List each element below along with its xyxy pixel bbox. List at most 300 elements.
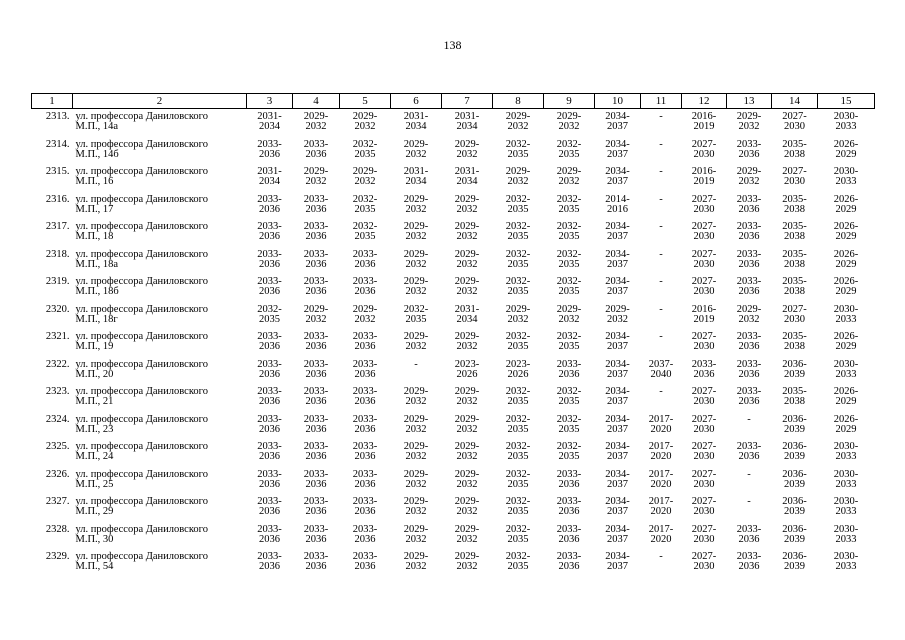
period-value: - [659, 138, 663, 150]
period-value: 2033- 2036 [303, 441, 329, 462]
period-value: 2032- 2035 [505, 413, 531, 435]
address-street: ул. профессора Даниловского [75, 386, 208, 397]
period-value: 2033- 2036 [736, 441, 762, 462]
period-value: 2033- 2036 [303, 331, 329, 352]
period-cell [641, 195, 682, 223]
period-value: 2026- 2029 [833, 221, 859, 242]
period-cell [293, 305, 340, 333]
period-value: 2033- 2036 [736, 276, 762, 297]
period-cell [493, 195, 544, 223]
period-cell [544, 387, 595, 415]
period-value: 2033- 2036 [257, 276, 282, 297]
period-value: 2033- 2036 [303, 248, 329, 270]
table-row [32, 140, 875, 168]
period-cell [727, 497, 772, 525]
period-value: 2036- 2039 [782, 441, 807, 462]
period-value: 2029- 2032 [736, 303, 762, 325]
period-cell [727, 167, 772, 195]
period-value: 2029- 2032 [556, 111, 582, 132]
period-cell [641, 250, 682, 278]
period-cell [544, 470, 595, 498]
period-cell [641, 470, 682, 498]
period-cell [247, 277, 293, 305]
period-cell [340, 250, 391, 278]
address-cell [73, 525, 247, 553]
period-value: 2027- 2030 [691, 523, 717, 545]
column-header-5: 5 [340, 94, 391, 109]
period-cell [595, 277, 641, 305]
address-cell [73, 552, 247, 580]
period-cell [595, 109, 641, 140]
period-value: 2029- 2032 [403, 276, 429, 297]
period-value: 2029- 2032 [454, 496, 480, 517]
row-number: 2318. [45, 248, 70, 260]
period-value: 2035- 2038 [782, 138, 807, 160]
period-value: 2026- 2029 [833, 331, 859, 352]
period-value: 2027- 2030 [691, 248, 717, 270]
period-cell [641, 140, 682, 168]
column-header-6: 6 [391, 94, 442, 109]
period-cell [641, 552, 682, 580]
period-value: 2033- 2036 [352, 358, 378, 380]
period-value: 2031- 2034 [403, 111, 429, 132]
period-cell [442, 470, 493, 498]
period-cell [247, 305, 293, 333]
period-value: 2026- 2029 [833, 193, 859, 215]
period-value: 2029- 2032 [736, 111, 762, 132]
period-value: 2033- 2036 [303, 138, 329, 160]
period-value: 2017- 2020 [648, 496, 674, 517]
period-cell [442, 140, 493, 168]
period-value: 2033- 2036 [257, 221, 282, 242]
period-cell [340, 305, 391, 333]
period-value: 2023- 2026 [505, 358, 531, 380]
period-cell [247, 250, 293, 278]
period-value: 2030- 2033 [833, 468, 859, 490]
column-header-14: 14 [772, 94, 818, 109]
period-cell [818, 140, 875, 168]
period-value: 2029- 2032 [454, 193, 480, 215]
period-value: - [747, 468, 751, 480]
period-cell [682, 360, 727, 388]
period-value: 2033- 2036 [257, 441, 282, 462]
period-value: 2029- 2032 [505, 303, 531, 325]
period-value: 2033- 2036 [352, 386, 378, 407]
period-cell [544, 360, 595, 388]
table-row [32, 109, 875, 140]
period-cell [340, 387, 391, 415]
period-cell [293, 470, 340, 498]
period-cell [391, 415, 442, 443]
period-cell [595, 250, 641, 278]
period-value: 2033- 2036 [736, 358, 762, 380]
period-value: 2016- 2019 [691, 111, 717, 132]
column-header-11: 11 [641, 94, 682, 109]
period-value: 2029- 2032 [352, 303, 378, 325]
period-cell [595, 140, 641, 168]
period-cell [682, 415, 727, 443]
period-value: 2033- 2036 [352, 441, 378, 462]
table-row [32, 305, 875, 333]
period-value: 2029- 2032 [454, 248, 480, 270]
period-cell [391, 222, 442, 250]
period-value: 2032- 2035 [257, 303, 282, 325]
address-cell [73, 442, 247, 470]
period-cell [595, 415, 641, 443]
period-cell [595, 167, 641, 195]
address-cell [73, 222, 247, 250]
address-house: М.П., 20 [75, 368, 114, 380]
period-cell [772, 470, 818, 498]
period-cell [818, 195, 875, 223]
column-header-8: 8 [493, 94, 544, 109]
period-value: 2033- 2036 [736, 193, 762, 215]
period-cell [682, 277, 727, 305]
period-cell [641, 497, 682, 525]
period-cell [247, 140, 293, 168]
address-house: М.П., 17 [75, 203, 114, 215]
period-cell [727, 470, 772, 498]
period-value: 2033- 2036 [352, 551, 378, 572]
period-value: 2029- 2032 [303, 111, 329, 132]
period-value: 2033- 2036 [303, 276, 329, 297]
period-value: 2033- 2036 [736, 523, 762, 545]
period-cell [727, 222, 772, 250]
address-cell [73, 250, 247, 278]
period-value: 2032- 2035 [556, 413, 582, 435]
period-cell [595, 552, 641, 580]
period-cell [818, 360, 875, 388]
table-row [32, 415, 875, 443]
period-value: - [659, 551, 663, 562]
period-value: - [659, 276, 663, 287]
period-value: 2033- 2036 [736, 221, 762, 242]
period-value: 2035- 2038 [782, 386, 807, 407]
period-cell [340, 415, 391, 443]
period-value: 2033- 2036 [257, 496, 282, 517]
period-cell [727, 360, 772, 388]
period-cell [595, 497, 641, 525]
period-cell [818, 442, 875, 470]
period-cell [772, 525, 818, 553]
row-number: 2313. [45, 111, 70, 122]
table-row [32, 250, 875, 278]
period-cell [442, 222, 493, 250]
address-house: М.П., 16 [75, 176, 114, 187]
address-street: ул. профессора Даниловского [75, 303, 208, 315]
period-value: 2026- 2029 [833, 276, 859, 297]
period-cell [442, 195, 493, 223]
period-value: 2032- 2035 [505, 551, 531, 572]
period-value: 2032- 2035 [352, 221, 378, 242]
period-value: 2032- 2035 [556, 441, 582, 462]
address-street: ул. профессора Даниловского [75, 248, 208, 260]
period-cell [818, 552, 875, 580]
column-header-13: 13 [727, 94, 772, 109]
period-value: 2016- 2019 [691, 166, 717, 187]
address-house: М.П., 18а [75, 258, 119, 270]
period-cell [442, 442, 493, 470]
table-row [32, 360, 875, 388]
address-cell [73, 415, 247, 443]
row-number: 2325. [45, 441, 70, 452]
period-value: 2036- 2039 [782, 551, 807, 572]
period-value: 2033- 2036 [257, 331, 282, 352]
period-value: 2029- 2032 [403, 221, 429, 242]
period-cell [293, 497, 340, 525]
period-cell [247, 552, 293, 580]
period-value: 2034- 2037 [605, 413, 630, 435]
period-cell [247, 332, 293, 360]
period-value: 2029- 2032 [403, 248, 429, 270]
period-cell [595, 360, 641, 388]
period-cell [493, 497, 544, 525]
period-cell [391, 195, 442, 223]
period-cell [682, 195, 727, 223]
period-cell [391, 525, 442, 553]
period-value: 2027- 2030 [691, 331, 717, 352]
period-value: 2033- 2036 [257, 468, 282, 490]
period-value: 2034- 2037 [605, 523, 630, 545]
page-number: 138 [443, 38, 462, 52]
period-value: 2029- 2032 [605, 303, 630, 325]
address-cell [73, 360, 247, 388]
period-value: 2033- 2036 [352, 496, 378, 517]
address-street: ул. профессора Даниловского [75, 413, 208, 425]
period-cell [544, 497, 595, 525]
period-value: 2035- 2038 [782, 276, 807, 297]
period-cell [293, 222, 340, 250]
address-house: М.П., 18 [75, 231, 114, 242]
row-number: 2317. [45, 221, 70, 232]
period-value: 2033- 2036 [352, 248, 378, 270]
period-cell [544, 277, 595, 305]
period-cell [641, 109, 682, 140]
period-cell [772, 497, 818, 525]
column-header-7: 7 [442, 94, 493, 109]
period-cell [682, 140, 727, 168]
address-street: ул. профессора Даниловского [75, 276, 208, 287]
period-cell [818, 305, 875, 333]
address-cell [73, 109, 247, 140]
period-value: 2033- 2036 [303, 386, 329, 407]
period-cell [818, 167, 875, 195]
table-row [32, 195, 875, 223]
period-value: 2032- 2035 [556, 193, 582, 215]
period-value: 2016- 2019 [691, 303, 717, 325]
period-cell [442, 332, 493, 360]
row-number: 2315. [45, 166, 70, 177]
period-value: 2029- 2032 [454, 276, 480, 297]
period-value: 2032- 2035 [556, 386, 582, 407]
row-number: 2320. [45, 303, 70, 315]
period-cell [293, 360, 340, 388]
column-header-1: 1 [32, 94, 73, 109]
period-value: 2033- 2036 [257, 551, 282, 572]
period-value: 2033- 2036 [303, 551, 329, 572]
period-cell [442, 250, 493, 278]
period-cell [391, 470, 442, 498]
address-street: ул. профессора Даниловского [75, 551, 208, 562]
period-value: 2033- 2036 [257, 193, 282, 215]
period-value: 2027- 2030 [782, 111, 807, 132]
period-cell [772, 250, 818, 278]
row-number: 2329. [45, 551, 70, 562]
address-street: ул. профессора Даниловского [75, 358, 208, 370]
period-value: 2036- 2039 [782, 468, 807, 490]
period-value: 2026- 2029 [833, 248, 859, 270]
period-value: 2030- 2033 [833, 551, 859, 572]
period-cell [247, 167, 293, 195]
period-value: 2033- 2036 [736, 386, 762, 407]
table-row [32, 332, 875, 360]
period-cell [818, 332, 875, 360]
period-value: 2029- 2032 [454, 138, 480, 160]
period-cell [727, 140, 772, 168]
period-cell [595, 222, 641, 250]
period-value: 2030- 2033 [833, 303, 859, 325]
period-cell [641, 415, 682, 443]
period-value: 2032- 2035 [505, 523, 531, 545]
period-value: 2033- 2036 [257, 523, 282, 545]
period-value: 2017- 2020 [648, 441, 674, 462]
period-value: 2034- 2037 [605, 248, 630, 270]
period-cell [544, 525, 595, 553]
period-value: 2033- 2036 [736, 138, 762, 160]
period-value: 2029- 2032 [403, 441, 429, 462]
period-cell [641, 222, 682, 250]
row-number: 2328. [45, 523, 70, 535]
period-value: - [747, 496, 751, 507]
period-cell [442, 360, 493, 388]
period-cell [595, 525, 641, 553]
period-cell [247, 525, 293, 553]
period-cell [641, 305, 682, 333]
period-value: 2033- 2036 [691, 358, 717, 380]
period-value: 2026- 2029 [833, 386, 859, 407]
period-cell [772, 305, 818, 333]
period-value: 2031- 2034 [257, 166, 282, 187]
period-cell [682, 222, 727, 250]
period-value: 2027- 2030 [691, 193, 717, 215]
period-value: 2029- 2032 [403, 551, 429, 572]
period-value: 2029- 2032 [403, 468, 429, 490]
period-cell [544, 332, 595, 360]
period-cell [727, 195, 772, 223]
period-cell [772, 442, 818, 470]
period-value: 2033- 2036 [352, 523, 378, 545]
period-value: 2032- 2035 [505, 138, 531, 160]
period-value: 2034- 2037 [605, 331, 630, 352]
period-value: 2029- 2032 [403, 193, 429, 215]
period-value: 2037- 2040 [648, 358, 674, 380]
period-value: 2030- 2033 [833, 111, 859, 132]
table-row [32, 497, 875, 525]
period-cell [682, 470, 727, 498]
period-value: 2032- 2035 [505, 496, 531, 517]
period-cell [293, 109, 340, 140]
period-cell [493, 415, 544, 443]
period-cell [493, 525, 544, 553]
period-cell [293, 140, 340, 168]
period-value: 2035- 2038 [782, 193, 807, 215]
period-cell [293, 387, 340, 415]
period-cell [293, 332, 340, 360]
period-value: 2031- 2034 [454, 303, 480, 325]
address-street: ул. профессора Даниловского [75, 166, 208, 177]
period-cell [391, 442, 442, 470]
period-value: 2029- 2032 [556, 303, 582, 325]
period-value: 2029- 2032 [736, 166, 762, 187]
period-value: 2033- 2036 [556, 551, 582, 572]
period-value: 2034- 2037 [605, 441, 630, 462]
period-cell [682, 497, 727, 525]
period-value: 2031- 2034 [454, 111, 480, 132]
period-value: 2032- 2035 [352, 193, 378, 215]
address-street: ул. профессора Даниловского [75, 468, 208, 480]
period-cell [493, 442, 544, 470]
period-cell [772, 415, 818, 443]
period-value: 2029- 2032 [505, 111, 531, 132]
period-value: 2029- 2032 [403, 496, 429, 517]
period-cell [818, 109, 875, 140]
address-cell [73, 497, 247, 525]
period-cell [340, 332, 391, 360]
period-cell [493, 387, 544, 415]
period-cell [772, 109, 818, 140]
address-street: ул. профессора Даниловского [75, 496, 208, 507]
period-cell [595, 332, 641, 360]
address-cell [73, 387, 247, 415]
period-cell [682, 167, 727, 195]
period-value: 2027- 2030 [691, 276, 717, 297]
period-cell [442, 387, 493, 415]
period-value: 2026- 2029 [833, 138, 859, 160]
period-cell [772, 277, 818, 305]
period-cell [772, 332, 818, 360]
period-value: 2032- 2035 [505, 248, 531, 270]
period-value: 2033- 2036 [303, 523, 329, 545]
address-house: М.П., 30 [75, 533, 114, 545]
address-house: М.П., 14б [75, 148, 119, 160]
table-row [32, 222, 875, 250]
period-cell [247, 497, 293, 525]
period-value: 2029- 2032 [505, 166, 531, 187]
period-cell [293, 415, 340, 443]
period-cell [682, 305, 727, 333]
period-cell [293, 250, 340, 278]
period-value: 2017- 2020 [648, 523, 674, 545]
period-value: 2033- 2036 [257, 138, 282, 160]
period-value: 2033- 2036 [303, 468, 329, 490]
period-value: 2029- 2032 [454, 523, 480, 545]
period-cell [293, 525, 340, 553]
period-cell [544, 442, 595, 470]
period-cell [818, 222, 875, 250]
period-value: 2036- 2039 [782, 413, 807, 435]
period-value: 2029- 2032 [454, 413, 480, 435]
period-value: 2034- 2037 [605, 166, 630, 187]
period-value: 2029- 2032 [454, 468, 480, 490]
period-value: 2033- 2036 [257, 413, 282, 435]
period-value: 2034- 2037 [605, 111, 630, 132]
address-street: ул. профессора Даниловского [75, 111, 208, 122]
period-cell [544, 305, 595, 333]
period-cell [772, 552, 818, 580]
period-value: 2029- 2032 [403, 138, 429, 160]
period-cell [293, 442, 340, 470]
period-value: 2027- 2030 [691, 496, 717, 517]
